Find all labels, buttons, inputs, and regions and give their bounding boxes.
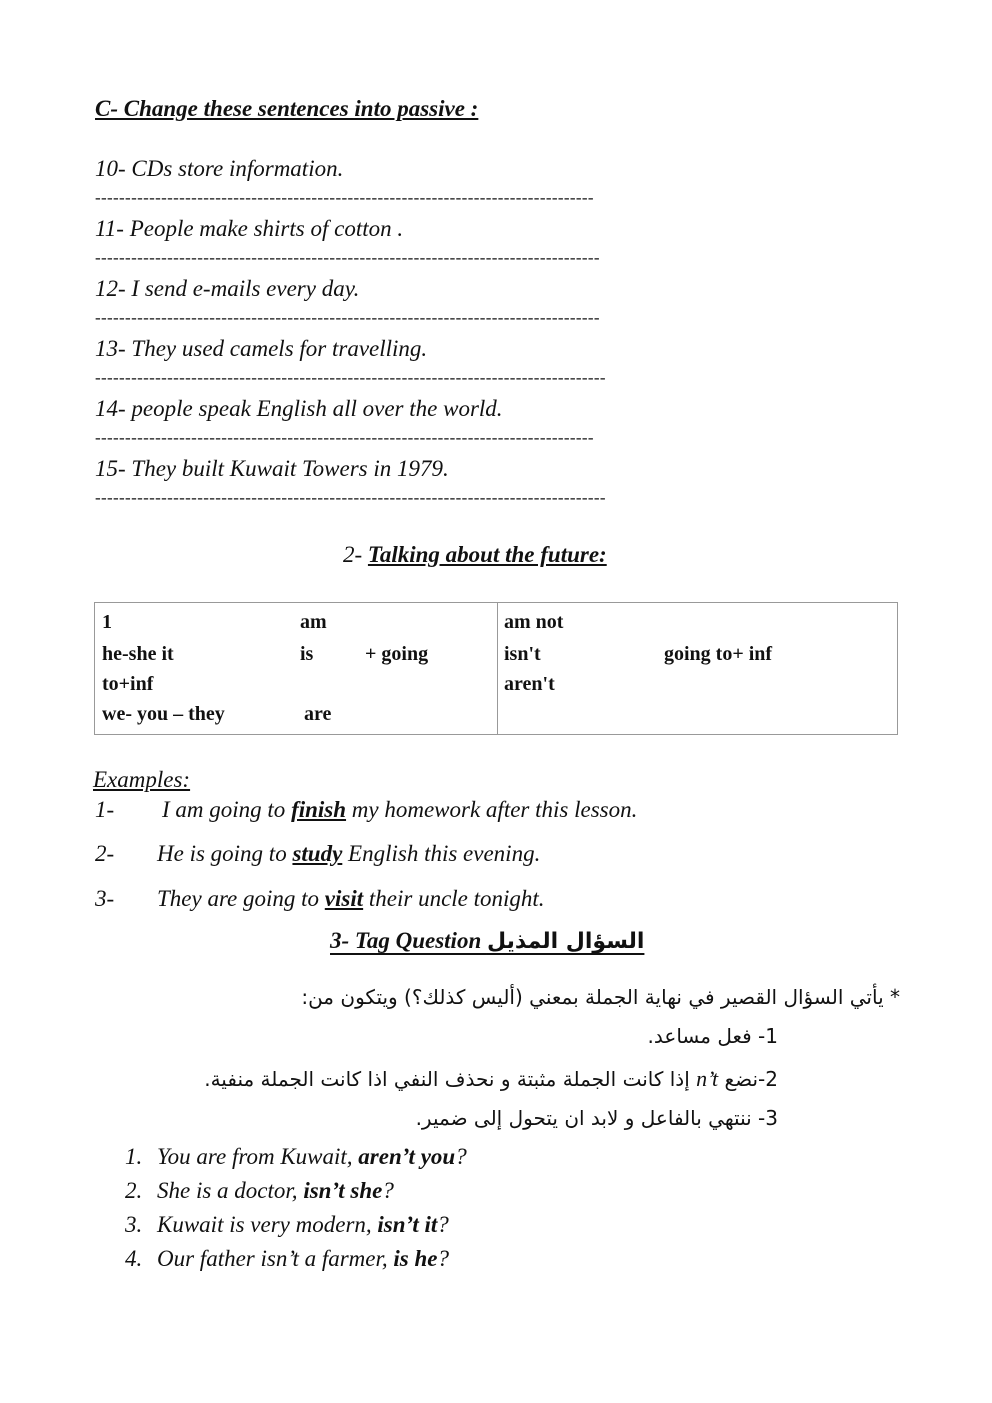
example-3 <box>95 886 114 912</box>
tag-example-4-end: ? <box>437 1246 449 1271</box>
pronoun-we-you-they: we- you – they <box>102 703 225 725</box>
answer-line-10[interactable]: ----------------------------------------------------------------------------------- <box>95 188 594 207</box>
sentence-10: 10- CDs store information. <box>95 156 344 181</box>
tag-example-1-text: You are from Kuwait, <box>157 1144 359 1169</box>
neg-going-to-inf: going to+ inf <box>664 643 773 665</box>
plus-going: + going <box>365 643 429 665</box>
tag-example-3-text: Kuwait is very modern, <box>157 1212 378 1237</box>
tag-example-2-end: ? <box>382 1178 394 1203</box>
section-2-heading <box>343 542 607 568</box>
tag-example-3 <box>157 1212 449 1238</box>
section-c-heading: C- Change these sentences into passive : <box>95 96 479 121</box>
negative-cell <box>498 603 898 735</box>
tag-example-3-num: 3. <box>125 1212 143 1237</box>
tag-rule-2-rest: إذا كانت الجملة مثبتة و نحذف النفي اذا كانت الجملة منفية. <box>204 1067 697 1091</box>
section-3-title-ar: السؤال المذيل <box>486 929 645 954</box>
tag-example-2-tag: isn’t she <box>303 1178 383 1203</box>
answer-line-15[interactable]: ------------------------------------------------------------------------------------- <box>95 488 606 507</box>
section-2-title: Talking about the future: <box>367 542 607 567</box>
tag-rule-2-prefix: 2-نضع <box>724 1067 778 1091</box>
tag-example-2 <box>157 1178 394 1204</box>
to-inf: to+inf <box>102 673 154 695</box>
tag-example-4-text: Our father isn’t a farmer, <box>157 1246 394 1271</box>
pronoun-he-she-it: he-she it <box>102 643 174 665</box>
example-2-before: He is going to <box>157 841 293 866</box>
example-1-text <box>162 797 637 823</box>
example-2-after: English this evening. <box>342 841 541 866</box>
examples-heading: Examples: <box>93 767 191 792</box>
sentence-15: 15- They built Kuwait Towers in 1979. <box>95 456 449 481</box>
example-3-after: their uncle tonight. <box>363 886 545 911</box>
example-3-verb: visit <box>324 886 364 911</box>
section-3-heading <box>330 928 644 954</box>
tag-example-2-num: 2. <box>125 1178 143 1203</box>
tag-example-4-tag: is he <box>393 1246 438 1271</box>
example-2-verb: study <box>292 841 343 866</box>
tag-example-1 <box>157 1144 467 1170</box>
answer-line-13[interactable]: ------------------------------------------------------------------------------------- <box>95 368 606 387</box>
grammar-table <box>94 602 898 735</box>
tag-example-3-tag: isn’t it <box>377 1212 438 1237</box>
example-1 <box>95 797 114 823</box>
tag-rule-3: 3- ننتهي بالفاعل و لابد ان يتحول إلى ضمير. <box>415 1106 778 1130</box>
verb-are: are <box>304 703 332 725</box>
tag-example-3-end: ? <box>437 1212 449 1237</box>
tag-example-1-tag: aren’t you <box>358 1144 456 1169</box>
neg-arent: aren't <box>504 673 555 695</box>
example-1-before: I am going to <box>162 797 292 822</box>
sentence-12: 12- I send e-mails every day. <box>95 276 360 301</box>
answer-line-14[interactable]: ----------------------------------------------------------------------------------- <box>95 428 594 447</box>
example-2-num: 2- <box>95 841 115 866</box>
sentence-13: 13- They used camels for travelling. <box>95 336 428 361</box>
example-3-text <box>157 886 545 912</box>
tag-example-4-num: 4. <box>125 1246 143 1271</box>
tag-rule-1: 1- فعل مساعد. <box>647 1024 778 1048</box>
answer-line-12[interactable]: ------------------------------------------------------------------------------------ <box>95 308 600 327</box>
answer-line-11[interactable]: ------------------------------------------------------------------------------------ <box>95 248 600 267</box>
tag-example-1-end: ? <box>455 1144 467 1169</box>
affirmative-cell <box>95 603 498 735</box>
verb-is: is <box>300 643 314 665</box>
neg-am-not: am not <box>504 611 564 633</box>
sentence-14: 14- people speak English all over the world. <box>95 396 503 421</box>
tag-rule-2 <box>204 1066 778 1092</box>
example-2 <box>95 841 114 867</box>
example-1-num: 1- <box>95 797 115 822</box>
example-3-num: 3- <box>95 886 115 911</box>
tag-rule-2-nt: n’t <box>696 1066 719 1091</box>
sentence-11: 11- People make shirts of cotton . <box>95 216 404 241</box>
verb-am: am <box>300 611 327 633</box>
section-3-title-en: 3- Tag Question <box>330 928 487 953</box>
tag-example-1-num: 1. <box>125 1144 143 1169</box>
section-2-number: 2- <box>343 542 368 567</box>
neg-isnt: isn't <box>504 643 541 665</box>
pronoun-1: 1 <box>102 611 112 633</box>
tag-intro: * يأتي السؤال القصير في نهاية الجملة بمعني (أليس كذلك؟) ويتكون من: <box>301 985 900 1009</box>
example-1-verb: finish <box>291 797 347 822</box>
tag-example-4 <box>157 1246 449 1272</box>
example-1-after: my homework after this lesson. <box>346 797 638 822</box>
example-2-text <box>157 841 540 867</box>
example-3-before: They are going to <box>157 886 325 911</box>
tag-example-2-text: She is a doctor, <box>157 1178 304 1203</box>
